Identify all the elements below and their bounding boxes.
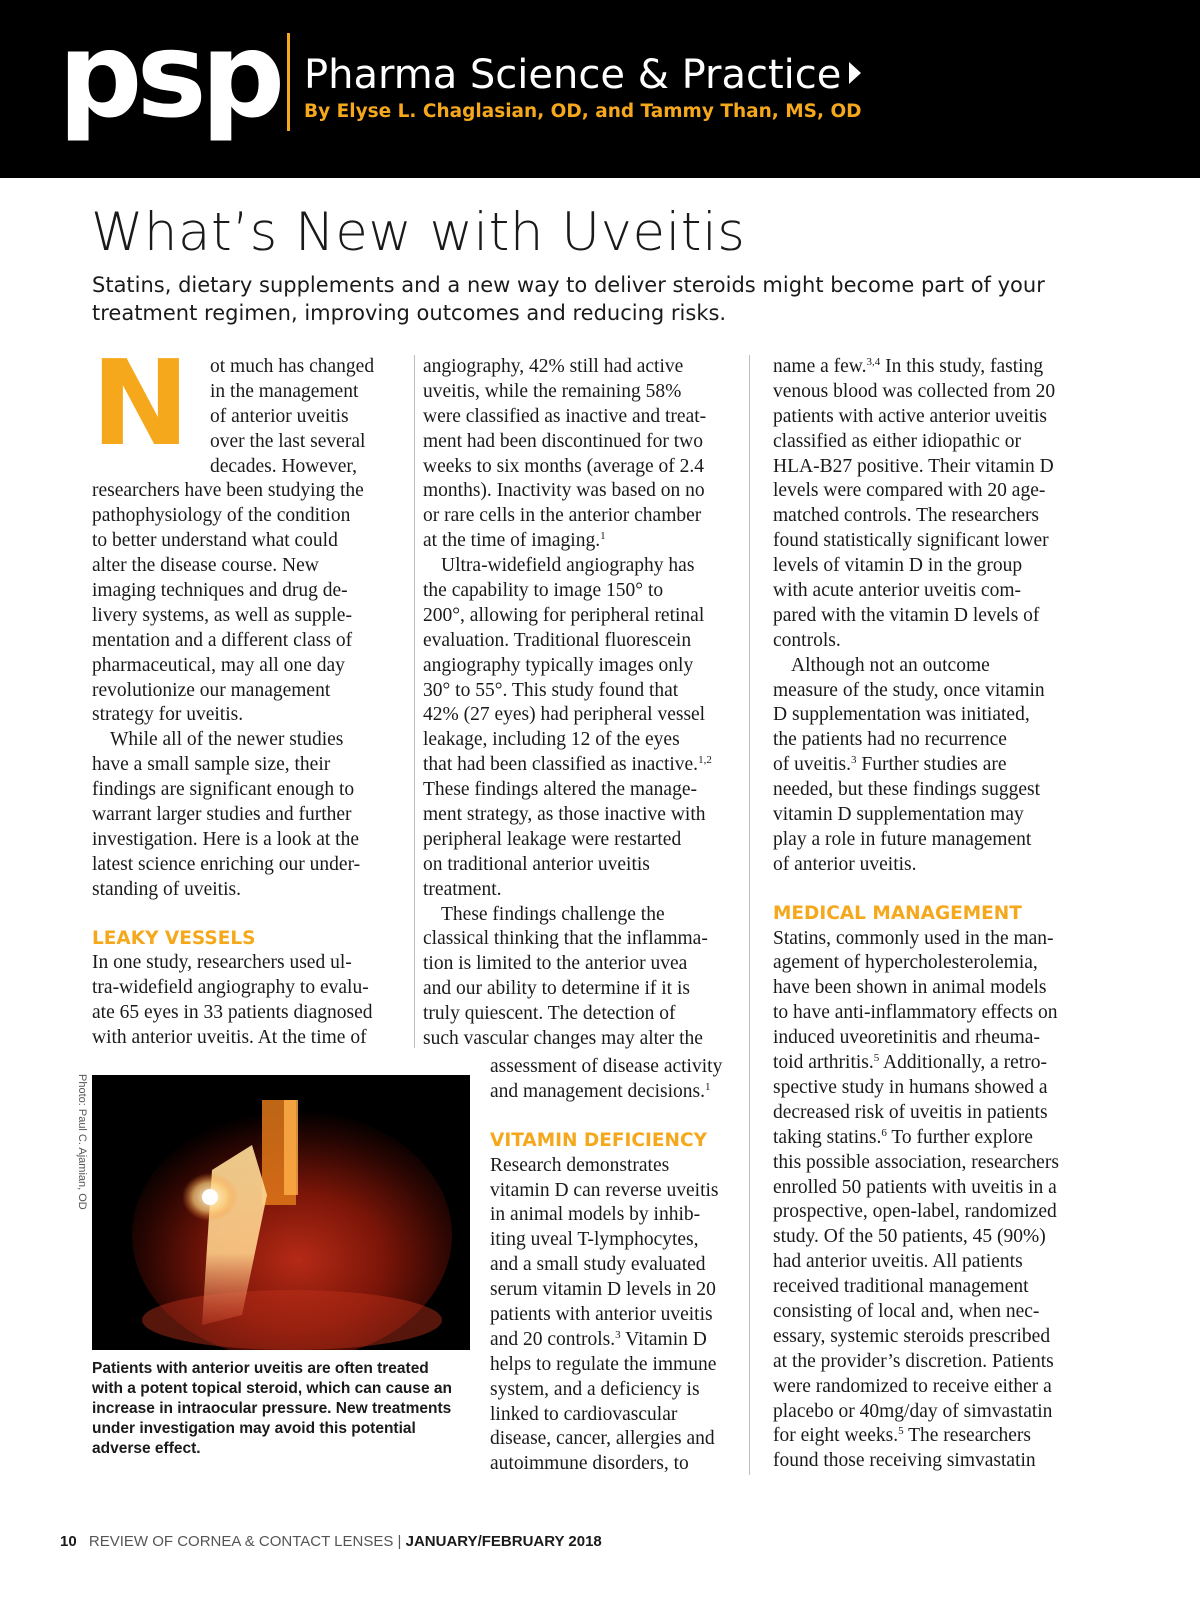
text-line: and a small study evaluated xyxy=(490,1254,706,1276)
heading-medical-management: MEDICAL MANAGEMENT xyxy=(773,902,1022,924)
text-line: tra-widefield angiography to evalu- xyxy=(92,977,369,999)
reference-superscript: 3 xyxy=(851,754,857,767)
text-line: induced uveoretinitis and rheuma- xyxy=(773,1027,1040,1049)
text-line: decades. However, xyxy=(210,455,358,477)
text-line: such vascular changes may alter the xyxy=(423,1028,703,1050)
text-line: were randomized to receive either a xyxy=(773,1375,1052,1397)
text-line xyxy=(773,355,1083,380)
spacer xyxy=(490,1105,740,1129)
column-3 xyxy=(773,355,1083,1474)
text-line: of anterior uveitis xyxy=(210,405,349,427)
text-line xyxy=(773,1051,1083,1076)
line-text: of uveitis. xyxy=(773,754,851,776)
text-line: over the last several xyxy=(210,430,366,452)
drop-cap: N xyxy=(91,357,190,449)
text-line: helps to regulate the immune xyxy=(490,1353,717,1375)
text-line: the patients had no recurrence xyxy=(773,729,1007,751)
text-line: on traditional anterior uveitis xyxy=(423,853,650,875)
text-line: 42% (27 eyes) had peripheral vessel xyxy=(423,704,706,726)
reference-superscript: 5 xyxy=(898,1425,904,1438)
column-divider xyxy=(749,355,750,1475)
column-divider xyxy=(414,355,415,1048)
text-line: were classified as inactive and treat- xyxy=(423,405,707,427)
text-line: imaging techniques and drug de- xyxy=(92,580,348,602)
publication-name: REVIEW OF CORNEA & CONTACT LENSES xyxy=(88,1533,394,1550)
ultra-widefield-paragraph xyxy=(423,554,733,778)
psp-logo: psp xyxy=(58,6,280,144)
text-line: to better understand what could xyxy=(92,530,338,552)
text-line: mentation and a different class of xyxy=(92,629,353,651)
text-line: study. Of the 50 patients, 45 (90%) xyxy=(773,1226,1046,1248)
text-line: months). Inactivity was based on no xyxy=(423,480,705,502)
text-line: strategy for uveitis. xyxy=(92,704,244,726)
eye-photo xyxy=(92,1075,470,1350)
text-line: evaluation. Traditional fluorescein xyxy=(423,629,692,651)
text-line: leakage, including 12 of the eyes xyxy=(423,729,680,751)
reference-superscript: 1,2 xyxy=(698,754,712,767)
text-line: patients with active anterior uveitis xyxy=(773,405,1047,427)
text-line: received traditional management xyxy=(773,1276,1029,1298)
text-line: had anterior uveitis. All patients xyxy=(773,1251,1023,1273)
text-line: vitamin D can reverse uveitis xyxy=(490,1179,719,1201)
text-line: peripheral leakage were restarted xyxy=(423,828,682,850)
text-line: venous blood was collected from 20 xyxy=(773,380,1056,402)
line-text: The researchers xyxy=(903,1425,1031,1447)
text-line: ment had been discontinued for two xyxy=(423,430,703,452)
text-line: HLA-B27 positive. Their vitamin D xyxy=(773,455,1054,477)
text-line: latest science enriching our under- xyxy=(92,853,361,875)
text-line xyxy=(423,529,733,554)
vitamin-paragraph xyxy=(490,1154,740,1478)
line-text: and management decisions. xyxy=(490,1080,705,1102)
text-line: consisting of local and, when nec- xyxy=(773,1300,1040,1322)
continued-paragraph xyxy=(490,1055,740,1105)
text-line: Although not an outcome xyxy=(791,654,990,676)
text-line: pharmaceutical, may all one day xyxy=(92,654,345,676)
text-line: in the management xyxy=(210,380,359,402)
line-text: To further explore xyxy=(886,1126,1033,1148)
second-paragraph xyxy=(92,728,402,902)
text-line: essary, systemic steroids prescribed xyxy=(773,1325,1051,1347)
text-line: tion is limited to the anterior uvea xyxy=(423,953,688,975)
reference-superscript: 1 xyxy=(704,1080,711,1093)
text-line: system, and a deficiency is xyxy=(490,1378,700,1400)
text-line: treatment. xyxy=(423,878,502,900)
line-text: that had been classified as inactive. xyxy=(423,754,699,776)
supplementation-paragraph xyxy=(773,654,1083,878)
section-title xyxy=(304,52,861,98)
text-line: In one study, researchers used ul- xyxy=(92,952,352,974)
text-line: alter the disease course. New xyxy=(92,555,319,577)
line-text: Additionally, a retro- xyxy=(879,1052,1047,1074)
text-line: this possible association, researchers xyxy=(773,1151,1059,1173)
text-line xyxy=(423,753,733,778)
text-line: pathophysiology of the condition xyxy=(92,505,351,527)
text-line: classified as either idiopathic or xyxy=(773,430,1021,452)
text-line: matched controls. The researchers xyxy=(773,505,1040,527)
text-line xyxy=(490,1328,740,1353)
text-line: of anterior uveitis. xyxy=(773,853,917,875)
text-line: ot much has changed xyxy=(210,356,375,377)
text-line: investigation. Here is a look at the xyxy=(92,828,359,850)
text-line: and our ability to determine if it is xyxy=(423,978,690,1000)
text-line: warrant larger studies and further xyxy=(92,804,352,826)
uveitis-eye-image xyxy=(92,1075,470,1350)
text-line: with acute anterior uveitis com- xyxy=(773,580,1021,602)
leaky-vessels-paragraph xyxy=(92,951,402,1051)
column-2-lower xyxy=(490,1055,740,1477)
text-line: play a role in future management xyxy=(773,828,1032,850)
intro-paragraph xyxy=(92,479,402,728)
text-line: spective study in humans showed a xyxy=(773,1076,1048,1098)
text-line: ate 65 eyes in 33 patients diagnosed xyxy=(92,1002,373,1024)
text-line xyxy=(773,753,1083,778)
footer-separator: | xyxy=(397,1533,402,1550)
spacer xyxy=(773,878,1083,902)
text-line: measure of the study, once vitamin xyxy=(773,679,1045,701)
dropcap-paragraph xyxy=(92,355,402,479)
text-line: D supplementation was initiated, xyxy=(773,704,1030,726)
line-text: Vitamin D xyxy=(620,1328,707,1350)
text-line: decreased risk of uveitis in patients xyxy=(773,1101,1048,1123)
medical-management-paragraph xyxy=(773,927,1083,1475)
angiography-paragraph xyxy=(423,355,733,554)
text-line: disease, cancer, allergies and xyxy=(490,1428,715,1450)
text-line: These findings challenge the xyxy=(441,903,665,925)
text-line: angiography typically images only xyxy=(423,654,694,676)
reference-superscript: 6 xyxy=(881,1126,887,1139)
text-line: researchers have been studying the xyxy=(92,480,364,502)
text-line: have a small sample size, their xyxy=(92,754,331,776)
text-line: placebo or 40mg/day of simvastatin xyxy=(773,1400,1053,1422)
text-line: enrolled 50 patients with uveitis in a xyxy=(773,1176,1057,1198)
page-footer xyxy=(60,1533,602,1550)
spacer xyxy=(92,903,402,927)
text-line: livery systems, as well as supple- xyxy=(92,604,352,626)
text-line: standing of uveitis. xyxy=(92,878,241,900)
issue-date: JANUARY/FEBRUARY 2018 xyxy=(405,1533,602,1550)
reference-superscript: 5 xyxy=(873,1052,880,1065)
text-line: have been shown in animal models xyxy=(773,977,1047,999)
text-line: vitamin D supplementation may xyxy=(773,804,1024,826)
text-line: controls. xyxy=(773,629,841,651)
column-1 xyxy=(92,355,402,1051)
line-text: name a few. xyxy=(773,356,867,377)
text-line: found statistically significant lower xyxy=(773,530,1049,552)
line-text: and 20 controls. xyxy=(490,1328,616,1350)
text-line: to have anti-inflammatory effects on xyxy=(773,1002,1058,1024)
text-line: assessment of disease activity xyxy=(490,1056,723,1077)
text-line: truly quiescent. The detection of xyxy=(423,1003,676,1025)
challenge-paragraph xyxy=(423,903,733,1052)
section-header-bar xyxy=(0,0,1200,178)
text-line: patients with anterior uveitis xyxy=(490,1304,713,1326)
reference-superscript: 3 xyxy=(615,1328,621,1341)
text-line: or rare cells in the anterior chamber xyxy=(423,505,702,527)
text-line: levels were compared with 20 age- xyxy=(773,480,1046,502)
text-line xyxy=(773,1424,1083,1449)
text-line: in animal models by inhib- xyxy=(490,1204,701,1226)
text-line: While all of the newer studies xyxy=(110,729,344,751)
text-line: levels of vitamin D in the group xyxy=(773,555,1023,577)
text-line: at the provider’s discretion. Patients xyxy=(773,1350,1054,1372)
line-text: In this study, fasting xyxy=(880,356,1044,377)
line-text: toid arthritis. xyxy=(773,1052,874,1074)
text-line: the capability to image 150° to xyxy=(423,580,664,602)
column-2 xyxy=(423,355,733,1052)
photo-caption: Patients with anterior uveitis are often treated with a potent topical steroid, which can cause an increase in intraocular pressure. New treatments under investigation may avoid this potential adverse effect. xyxy=(92,1360,453,1457)
line-text: for eight weeks. xyxy=(773,1425,899,1447)
text-line: These findings altered the manage- xyxy=(423,779,697,801)
byline: By Elyse L. Chaglasian, OD, and Tammy Than, MS, OD xyxy=(304,101,862,122)
text-line: Ultra-widefield angiography has xyxy=(441,555,695,577)
line-text: taking statins. xyxy=(773,1126,882,1148)
text-line: angiography, 42% still had active xyxy=(423,356,684,377)
heading-leaky-vessels: LEAKY VESSELS xyxy=(92,927,256,949)
reference-superscript: 3,4 xyxy=(866,356,881,368)
text-line: findings are significant enough to xyxy=(92,779,355,801)
triangle-right-icon xyxy=(849,62,861,84)
text-line: prospective, open-label, randomized xyxy=(773,1201,1057,1223)
text-line xyxy=(490,1080,740,1105)
line-text: at the time of imaging. xyxy=(423,530,601,552)
header-divider xyxy=(287,33,290,131)
management-strategy-paragraph xyxy=(423,778,733,902)
text-line: Statins, commonly used in the man- xyxy=(773,927,1054,949)
text-line: linked to cardiovascular xyxy=(490,1403,678,1425)
text-line: weeks to six months (average of 2.4 xyxy=(423,455,705,477)
text-line: 30° to 55°. This study found that xyxy=(423,679,679,701)
text-line: agement of hypercholesterolemia, xyxy=(773,952,1038,974)
text-line: uveitis, while the remaining 58% xyxy=(423,380,682,402)
text-line: pared with the vitamin D levels of xyxy=(773,604,1040,626)
text-line: classical thinking that the inflamma- xyxy=(423,928,708,950)
text-line: 200°, allowing for peripheral retinal xyxy=(423,604,705,626)
text-line: needed, but these findings suggest xyxy=(773,779,1040,801)
article-deck: Statins, dietary supplements and a new way to deliver steroids might become part of your treatment regimen, improving outcomes and reducing risks. xyxy=(92,273,1045,325)
text-line: ment strategy, as those inactive with xyxy=(423,804,706,826)
text-line: revolutionize our management xyxy=(92,679,331,701)
text-line xyxy=(773,1126,1083,1151)
heading-vitamin-deficiency: VITAMIN DEFICIENCY xyxy=(490,1129,707,1151)
text-line: found those receiving simvastatin xyxy=(773,1450,1036,1472)
line-text: Further studies are xyxy=(856,754,1007,776)
text-line: iting uveal T-lymphocytes, xyxy=(490,1229,699,1251)
text-line: Research demonstrates xyxy=(490,1154,670,1176)
photo-credit: Photo: Paul C. Ajamian, OD xyxy=(76,1074,88,1210)
text-line: with anterior uveitis. At the time of xyxy=(92,1027,367,1049)
vitamin-study-paragraph xyxy=(773,355,1083,654)
text-line: autoimmune disorders, to xyxy=(490,1453,689,1475)
section-title-text: Pharma Science & Practice xyxy=(304,52,842,98)
page-number: 10 xyxy=(60,1533,77,1550)
reference-superscript: 1 xyxy=(600,530,606,543)
text-line: serum vitamin D levels in 20 xyxy=(490,1279,716,1301)
article-title: What’s New with Uveitis xyxy=(91,202,746,263)
